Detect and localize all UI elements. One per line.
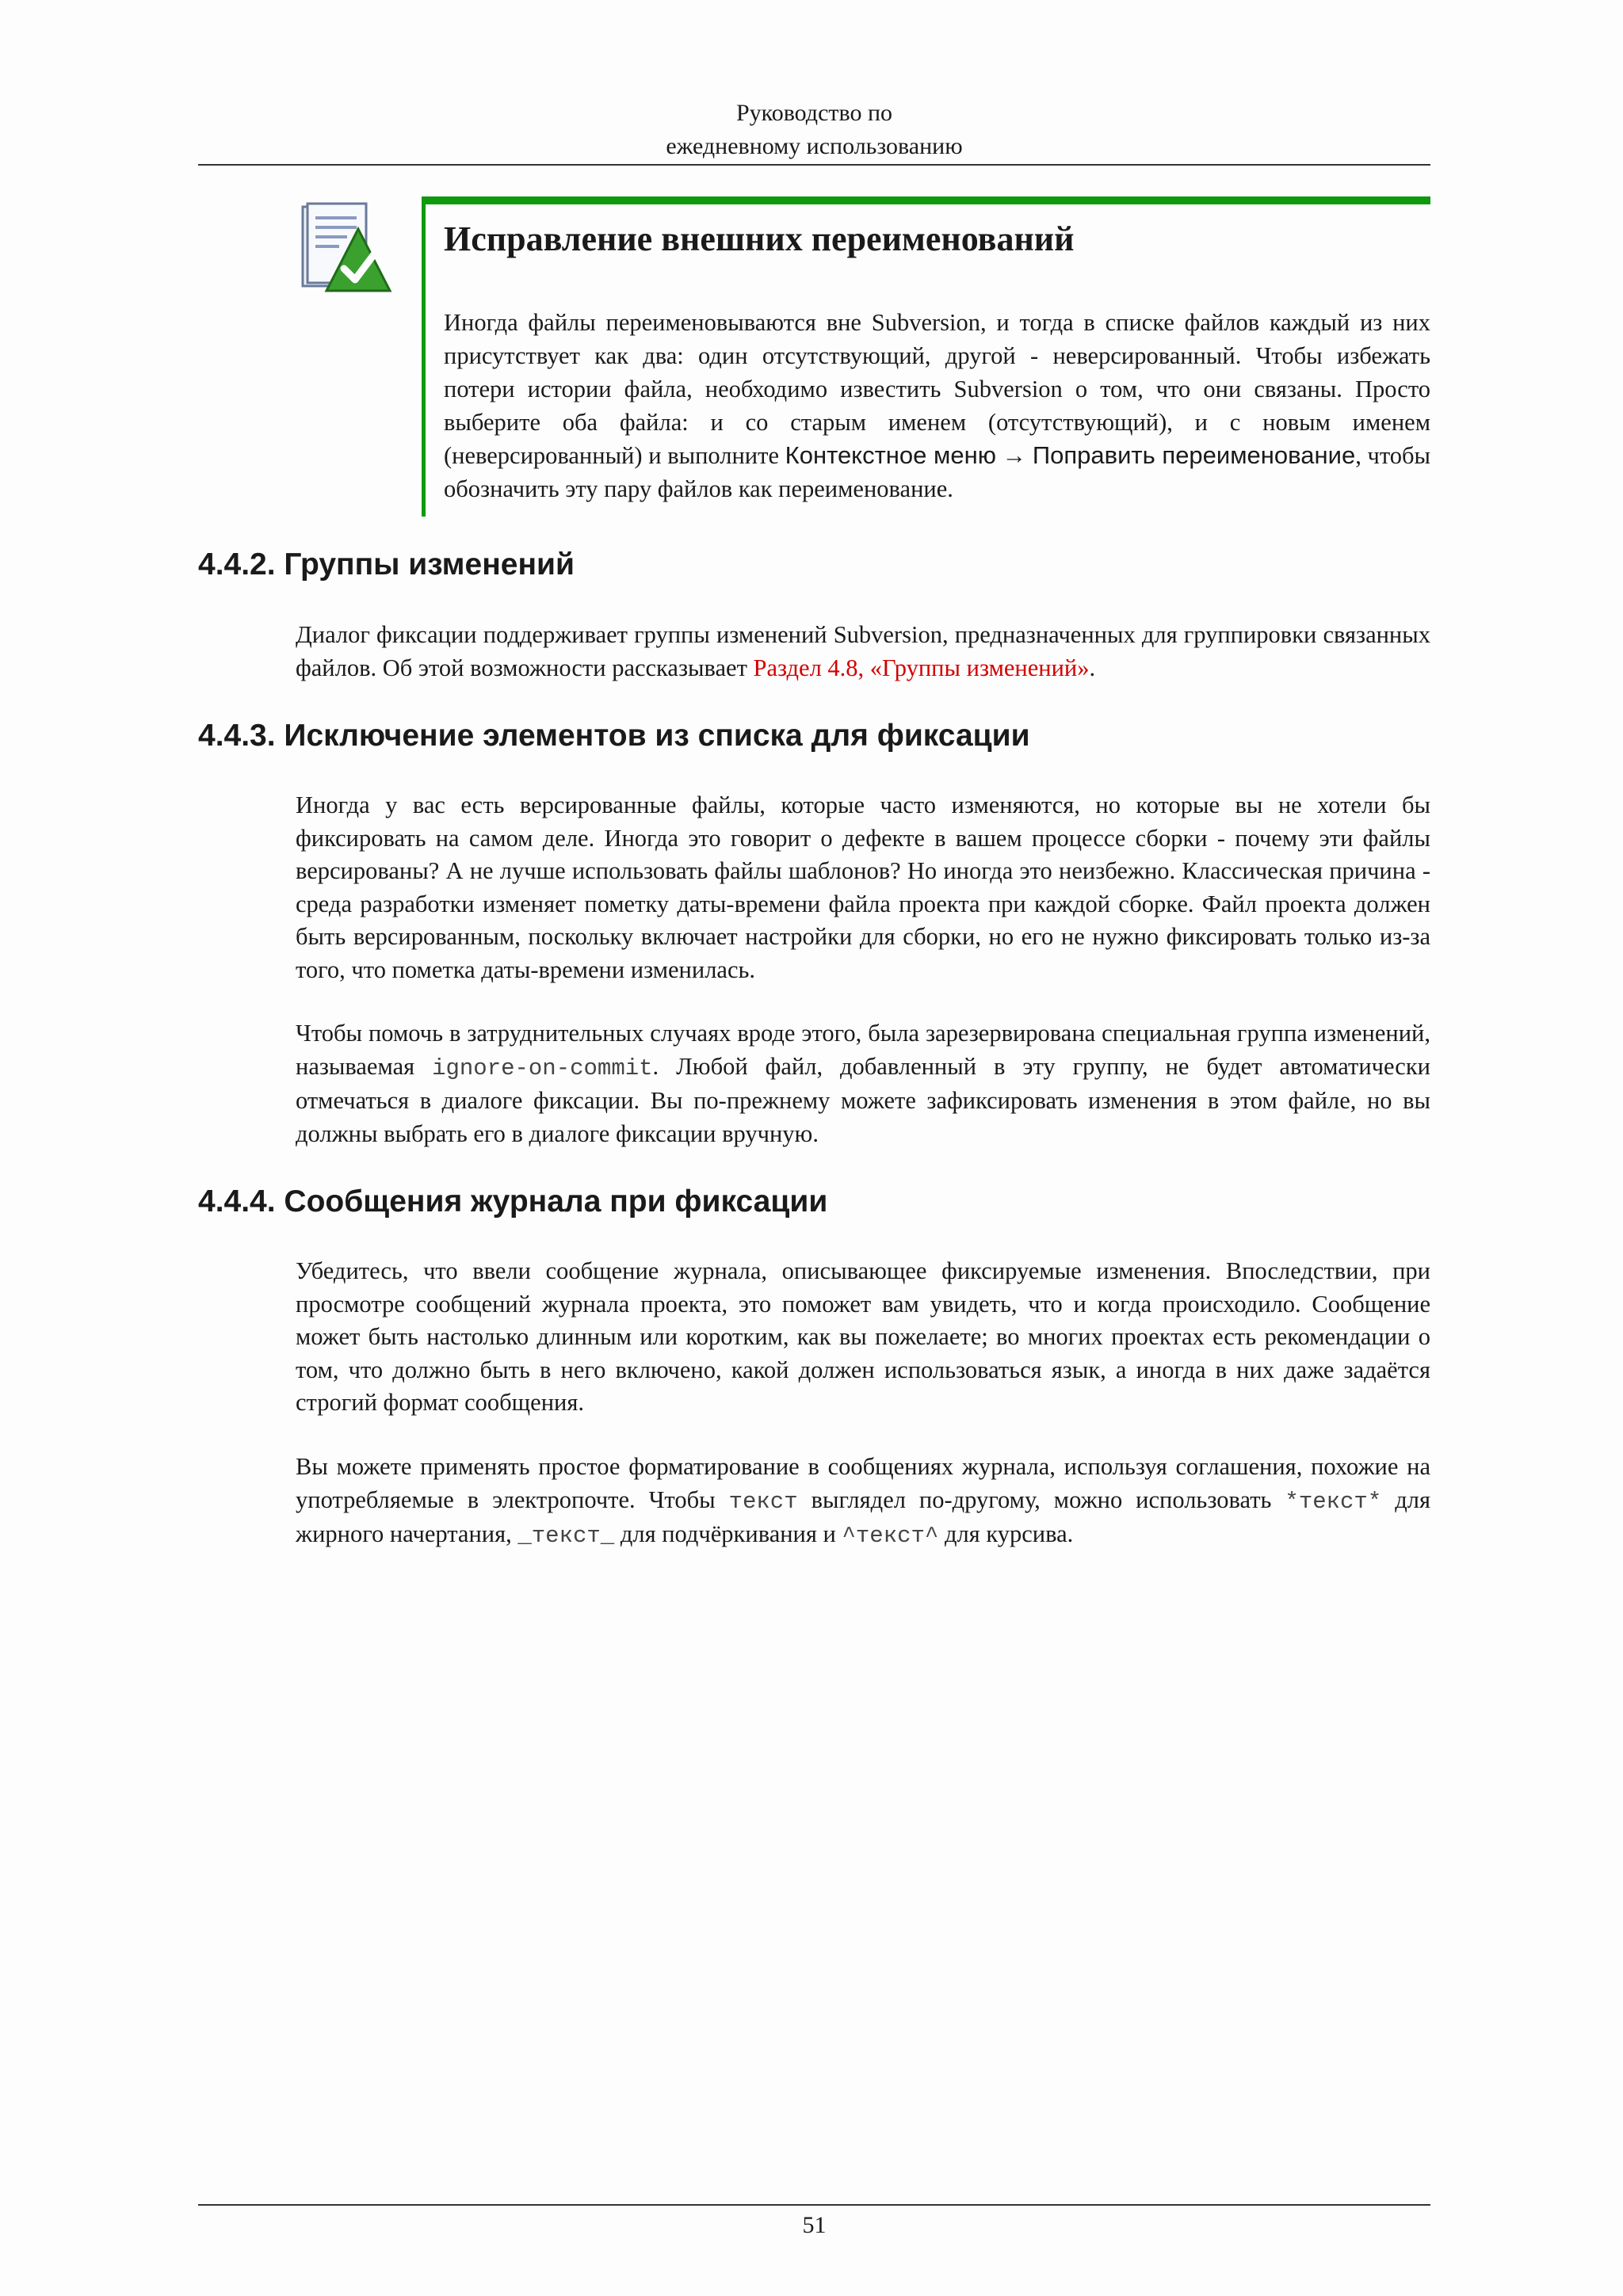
section-4-4-3-paragraph-2: Чтобы помочь в затруднительных случаях вроде этого, была зарезервирована специальная группа изменений, называемая ignore-on-commit. Любой файл, добавленный в эту группу, не будет автоматически отмечаться в диалоге фиксации. Вы по-прежнему можете зафиксировать изменения в этом файле, но вы должны выбрать его в диалоге фиксации вручную. [296,1020,1430,1147]
menu-arrow: → [995,442,1033,469]
section-4-4-4-paragraph-2: Вы можете применять простое форматирование в сообщениях журнала, используя соглашения, похожие на употребляемые в электропочте. Чтобы текст выглядел по-другому, можно использовать *текст* для жирного начертания, _текст_ для подчёркивания и ^текст^ для курсива. [296,1453,1430,1549]
tip-document-check-icon [300,202,393,299]
code-text-italic: ^текст^ [842,1523,939,1549]
header-rule [198,164,1430,166]
section-4-4-3-paragraph-1: Иногда у вас есть версированные файлы, которые часто изменяются, но которые вы не хотели бы фиксировать на самом деле. Иногда это говорит о дефекте в вашем процессе сборки - почему эти файлы версированы? А не лучше использовать файлы шаблонов? Но иногда это неизбежно. Классическая причина - среда разработки изменяет пометку даты-времени файла проекта при каждой сборке. Файл проекта должен быть версированным, поскольку включает настройки для сборки, но его не нужно фиксировать только из-за того, что пометка даты-времени изменилась. [296,791,1430,983]
code-text-underline: _текст_ [517,1523,615,1549]
running-header-line1: Руководство по [735,100,893,126]
section-heading-4-4-4: 4.4.4. Сообщения журнала при фиксации [198,1184,828,1219]
section-heading-4-4-2: 4.4.2. Группы изменений [198,547,575,582]
tip-title: Исправление внешних переименований [444,219,1075,258]
section-4-4-4-paragraph-1: Убедитесь, что ввели сообщение журнала, описывающее фиксируемые изменения. Впоследствии, при просмотре сообщений журнала проекта, это поможет вам увидеть, что и когда происходило. Сообщение может быть настолько длинным или коротким, как вы пожелаете; во многих проектах есть рекомендации о том, что должно быть в него включено, какой должен использоваться язык, а иногда в них даже задаётся строгий формат сообщения. [296,1257,1430,1416]
running-header [198,97,1430,163]
running-header-line2: ежедневному использованию [666,133,963,159]
link-changelists-section[interactable]: Раздел 4.8, «Группы изменений» [753,654,1090,681]
footer-rule [198,2204,1430,2206]
menu-context-label: Контекстное меню [785,441,996,469]
code-text-plain: текст [728,1488,798,1515]
menu-fix-rename-label: Поправить переименование [1032,441,1356,469]
tip-text: Иногда файлы переименовываются вне Subversion, и тогда в списке файлов каждый из них присутствует как два: один отсутствующий, другой - неверсированный. Чтобы избежать потери истории файла, необходимо известить Subversion о том, что они связаны. Просто выберите оба файла: и со старым именем (отсутствующий), и с новым именем (неверсированный) и выполните Контекстное меню → Поправить переименование, чтобы обозначить эту пару файлов как переименование. [444,309,1431,502]
code-text-bold: *текст* [1285,1488,1382,1515]
section-heading-4-4-3: 4.4.3. Исключение элементов из списка для фиксации [198,719,1030,753]
page-number: 51 [802,2212,827,2238]
section-4-4-2-paragraph: Диалог фиксации поддерживает группы изменений Subversion, предназначенных для группировки связанных файлов. Об этой возможности рассказывает Раздел 4.8, «Группы изменений». [296,621,1430,681]
code-ignore-on-commit: ignore-on-commit [432,1055,653,1081]
